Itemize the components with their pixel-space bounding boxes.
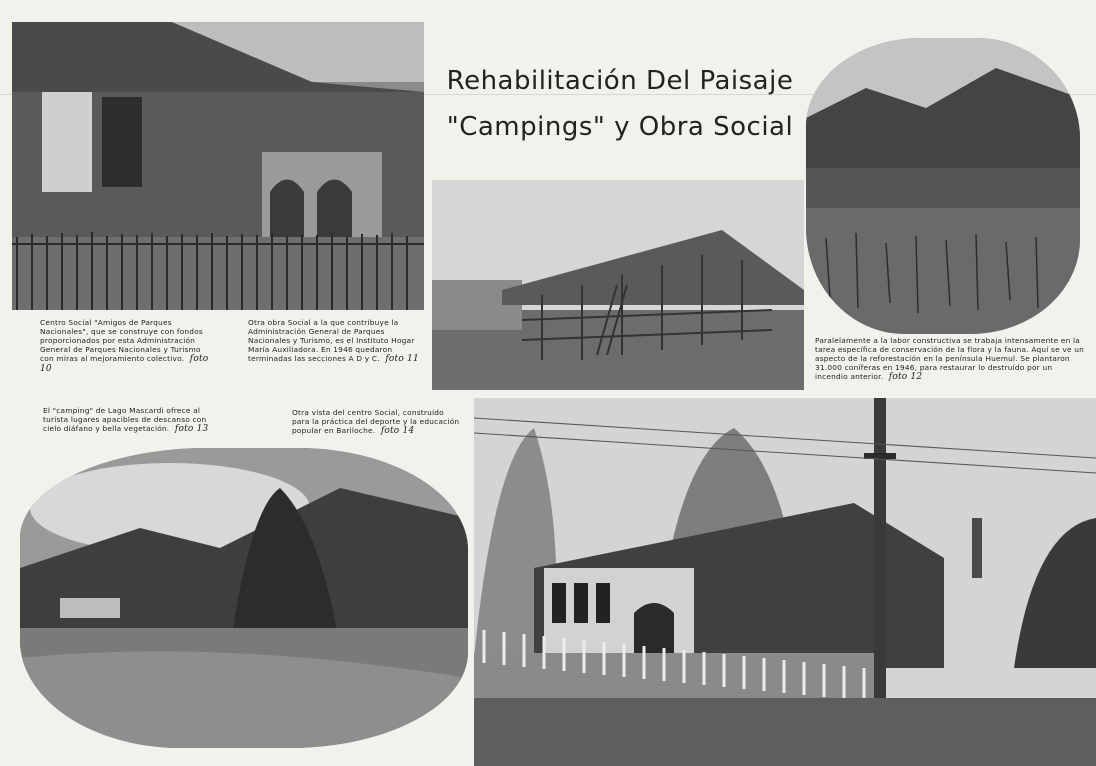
photo-11-construction <box>432 180 804 390</box>
photo-10-social-center <box>12 22 424 310</box>
title-line-2: "Campings" y Obra Social <box>446 112 794 142</box>
caption-12-text: Paralelamente a la labor constructiva se trabaja intensamente en la tarea específica de conservación de la flora y la fauna. Aquí se ve un aspecto de la reforestación en la península Huemul. Se plantaron 31.000 coníferas en 1946, para restaurar lo destruído por un incendio anterior. <box>815 336 1085 381</box>
caption-photo-12 <box>815 336 1085 382</box>
caption-photo-13 <box>43 406 215 434</box>
title-line-1: Rehabilitación Del Paisaje <box>446 66 794 96</box>
caption-13-text: El "camping" de Lago Mascardi ofrece al turista lugares apacibles de descanso con cielo diáfano y bella vegetación. <box>43 406 207 433</box>
caption-14-text: Otra vista del centro Social, construído para la práctica del deporte y la educación popular en Bariloche. <box>292 408 460 435</box>
caption-12-ref: foto 12 <box>888 372 923 382</box>
caption-10-text: Centro Social "Amigos de Parques Nacionales", que se construye con fondos proporcionados por esta Administración General de Parques Nacionales y Turismo con miras al mejoramiento colectivo. <box>40 318 203 363</box>
caption-14-ref: foto 14 <box>380 426 415 436</box>
caption-11-ref: foto 11 <box>385 354 419 364</box>
photo-12-reforestation <box>806 38 1080 334</box>
caption-13-ref: foto 13 <box>174 424 209 434</box>
photo-14-social-center-street <box>474 398 1096 766</box>
caption-photo-14 <box>292 408 464 436</box>
photo-13-lago-mascardi <box>20 448 468 748</box>
caption-photo-11 <box>248 318 420 364</box>
caption-photo-10 <box>40 318 212 374</box>
caption-11-text: Otra obra Social a la que contribuye la Administración General de Parques Nacionales y Turismo, es el Instituto Hogar María Auxiliadora. En 1946 quedaron terminadas las secciones A D y C. <box>248 318 415 363</box>
article-title <box>440 58 800 150</box>
caption-10-ref: foto 10 <box>40 354 209 374</box>
